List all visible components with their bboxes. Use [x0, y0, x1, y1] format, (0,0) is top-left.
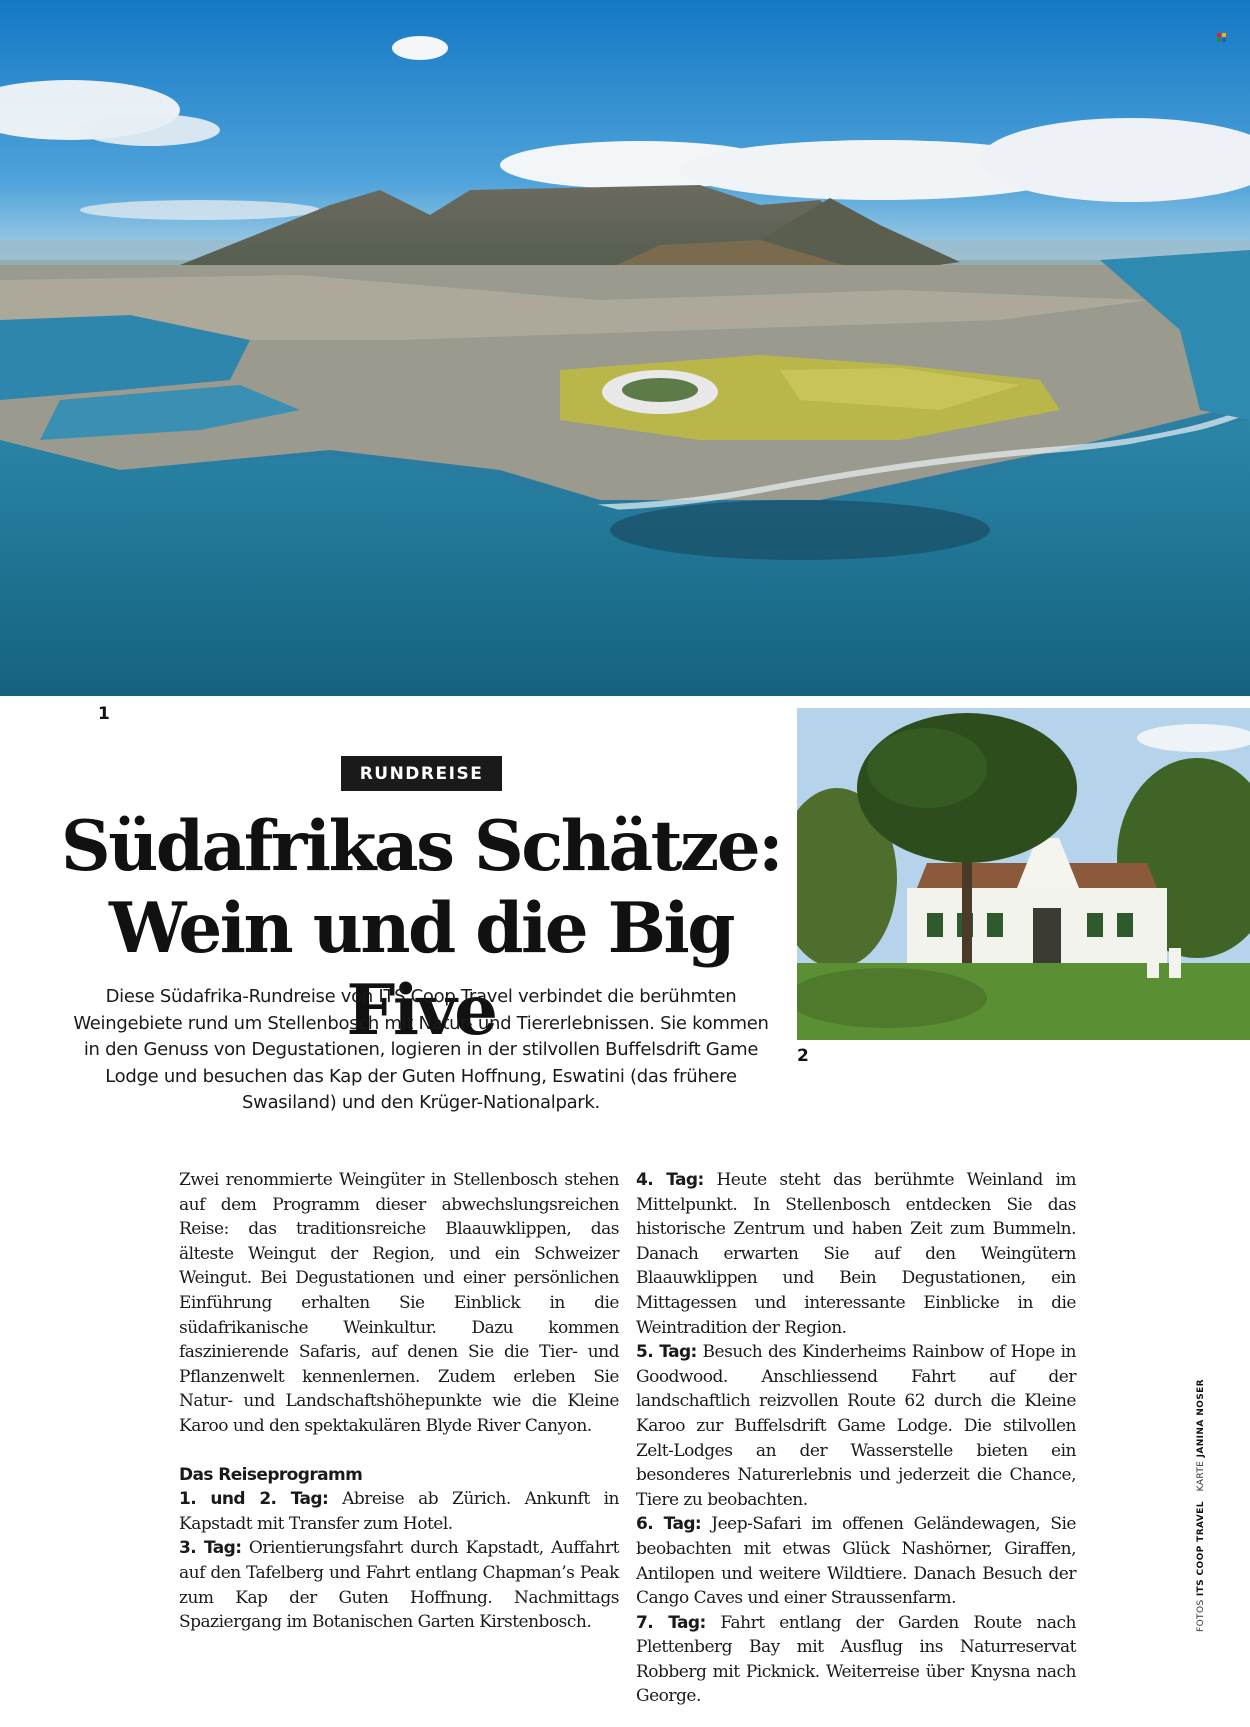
day-text: Besuch des Kinderheims Rainbow of Hope in Goodwood. Anschliessend Fahrt auf der landschaftlich reizvollen Route 62 durch die Kleine Karoo zur Buffelsdrift Game Lodge. Die stilvollen Zelt-Lodges an der Wasserstelle bieten ein besonderes Naturerlebnis und jederzeit die Chance, Tiere zu beobachten.: [636, 1342, 1076, 1510]
credit-karte-label: KARTE: [1196, 1460, 1206, 1492]
day-entry: [179, 1536, 619, 1634]
lead-paragraph: Diese Südafrika-Rundreise von ITS Coop Travel verbindet die berühmten Weingebiete rund um Stellenbosch mit Natur- und Tiererlebnissen. Sie kommen in den Genuss von Degustationen, logieren in der stilvollen Buffelsdrift Game Lodge und besuchen das Kap der Guten Hoffnung, Eswatini (das frühere Swasiland) und den Krüger-Nationalpark.: [73, 986, 769, 1113]
photo-credit: [1196, 1379, 1206, 1632]
hero-illustration: [0, 0, 1250, 696]
credit-karte-name: JANINA NOSER: [1196, 1379, 1206, 1458]
body-column-left: [179, 1168, 619, 1635]
category-tag: RUNDREISE: [341, 756, 502, 791]
homestead-illustration: [797, 708, 1250, 1040]
headline-line-1: Südafrikas Schätze:: [60, 806, 782, 887]
day-label: 5. Tag:: [636, 1342, 697, 1363]
publisher-logo-icon: [1217, 33, 1227, 43]
day-label: 6. Tag:: [636, 1514, 702, 1535]
credit-fotos-label: FOTOS: [1196, 1599, 1206, 1632]
body-column-right: [636, 1168, 1076, 1709]
credit-fotos-name: ITS COOP TRAVEL: [1196, 1501, 1206, 1597]
day-label: 7. Tag:: [636, 1612, 706, 1633]
day-text: Orientierungsfahrt durch Kapstadt, Auffahrt auf den Tafelberg und Fahrt entlang Chapman’s Peak zum Kap der Guten Hoffnung. Nachmittags Spaziergang im Botanischen Garten Kirstenbosch.: [179, 1538, 619, 1633]
hero-photo-cape-town: [0, 0, 1250, 696]
figure-number-1: 1: [98, 704, 110, 724]
day-entry: [636, 1611, 1076, 1709]
day-text: Jeep-Safari im offenen Geländewagen, Sie beobachten mit etwas Glück Nashörner, Giraffen, Antilopen und weitere Wildtiere. Danach Besuch der Cango Caves und einer Straussenfarm.: [636, 1514, 1076, 1609]
day-text: Heute steht das berühmte Weinland im Mittelpunkt. In Stellenbosch entdecken Sie das historische Zentrum und haben Zeit zum Bummeln. Danach erwarten Sie auf den Weingütern Blaauwklippen und Bein Degustationen, ein Mittagessen und interessante Einblicke in die Weintradition der Region.: [636, 1170, 1076, 1338]
day-entry: [636, 1512, 1076, 1610]
headline-line-2: Wein und die Big Five: [109, 888, 733, 1051]
day-entry: [179, 1487, 619, 1536]
day-label: 1. und 2. Tag:: [179, 1489, 329, 1510]
program-heading: Das Reiseprogramm: [179, 1464, 363, 1485]
day-text: Abreise ab Zürich. Ankunft in Kapstadt mit Transfer zum Hotel.: [179, 1489, 619, 1534]
figure-number-2: 2: [797, 1046, 809, 1066]
day-label: 4. Tag:: [636, 1170, 704, 1190]
intro-paragraph: Zwei renommierte Weingüter in Stellenbosch stehen auf dem Programm dieser abwechslungsreichen Reise: das traditionsreiche Blaauwklippen, das älteste Weingut der Region, und ein Schweizer Weingut. Bei Degustationen und einer persönlichen Einführung erhalten Sie Einblick in die südafrikanische Weinkultur. Dazu kommen faszinierende Safaris, auf denen Sie die Tier- und Pflanzenwelt kennenlernen. Zudem erleben Sie Natur- und Landschaftshöhepunkte wie die Kleine Karoo und den spektakulären Blyde River Canyon.: [179, 1170, 619, 1436]
day-label: 3. Tag:: [179, 1538, 242, 1559]
day-text: Fahrt entlang der Garden Route nach Plettenberg Bay mit Ausflug ins Naturreservat Robberg mit Picknick. Weiterreise über Knysna nach George.: [636, 1612, 1076, 1707]
day-entry: [636, 1168, 1076, 1340]
day-entry: [636, 1340, 1076, 1512]
photo-cape-dutch-homestead: [797, 708, 1250, 1040]
